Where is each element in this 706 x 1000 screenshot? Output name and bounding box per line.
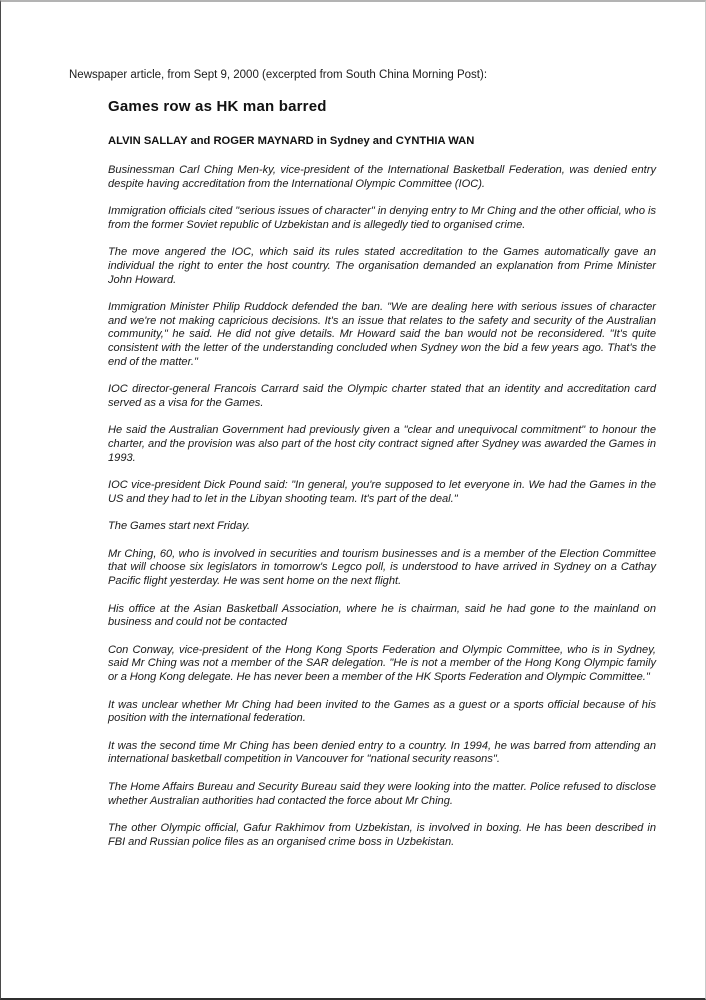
article-paragraph: It was unclear whether Mr Ching had been invited to the Games as a guest or a sports official because of his position with the international federation. [108, 698, 656, 725]
article-paragraph: Immigration Minister Philip Ruddock defended the ban. "We are dealing here with serious issues of character and we're not making capricious decisions. It's an issue that relates to the safety and security of the Australian community," he said. He did not give details. Mr Howard said the ban would not be reconsidered. "It's quite consistent with the letter of the understanding concluded when Sydney won the bid a few years ago. That's the end of the matter." [108, 301, 656, 368]
article-byline: ALVIN SALLAY and ROGER MAYNARD in Sydney and CYNTHIA WAN [108, 135, 475, 147]
article-paragraph: Immigration officials cited "serious issues of character" in denying entry to Mr Ching and the other official, who is from the former Soviet republic of Uzbekistan and is allegedly tied to organised crime. [108, 205, 656, 231]
article-paragraph: Mr Ching, 60, who is involved in securities and tourism businesses and is a member of the Election Committee that will choose six legislators in tomorrow's Legco poll, is understood to have arrived in Sydney on a Cathay Pacific flight yesterday. He was sent home on the next flight. [108, 547, 656, 588]
article-paragraph: He said the Australian Government had previously given a "clear and unequivocal commitment" to honour the charter, and the provision was also part of the host city contract signed after Sydney was awarded the Games in 1993. [108, 424, 656, 464]
document-note: Newspaper article, from Sept 9, 2000 (excerpted from South China Morning Post): [69, 69, 488, 81]
article-paragraph: The other Olympic official, Gafur Rakhimov from Uzbekistan, is involved in boxing. He has been described in FBI and Russian police files as an organised crime boss in Uzbekistan. [108, 822, 656, 848]
article-paragraph: It was the second time Mr Ching has been denied entry to a country. In 1994, he was barred from attending an international basketball competition in Vancouver for "national security reasons". [108, 739, 656, 766]
article-paragraph: IOC vice-president Dick Pound said: "In general, you're supposed to let everyone in. We had the Games in the US and they had to let in the Libyan shooting team. It's part of the deal." [108, 479, 656, 505]
article-paragraph: His office at the Asian Basketball Association, where he is chairman, said he had gone to the mainland on business and could not be contacted [108, 602, 656, 629]
article-paragraph: The Home Affairs Bureau and Security Bureau said they were looking into the matter. Police refused to disclose whether Australian authorities had contacted the force about Mr Ching. [108, 781, 656, 807]
article-paragraph: The Games start next Friday. [108, 520, 251, 533]
article-paragraph: The move angered the IOC, which said its rules stated accreditation to the Games automatically gave an individual the right to enter the host country. The organisation demanded an explanation from Prime Minister John Howard. [108, 246, 656, 286]
article-title: Games row as HK man barred [108, 98, 327, 115]
article-paragraph: IOC director-general Francois Carrard said the Olympic charter stated that an identity and accreditation card served as a visa for the Games. [108, 383, 656, 409]
article-paragraph: Con Conway, vice-president of the Hong Kong Sports Federation and Olympic Committee, who is in Sydney, said Mr Ching was not a member of the SAR delegation. "He is not a member of the Hong Kong Olympic family or a Hong Kong delegate. He has never been a member of the HK Sports Federation and Olympic Committee." [108, 643, 656, 684]
article-paragraph: Businessman Carl Ching Men-ky, vice-president of the International Basketball Federation, was denied entry despite having accreditation from the International Olympic Committee (IOC). [108, 164, 656, 190]
article-body [108, 98, 656, 863]
